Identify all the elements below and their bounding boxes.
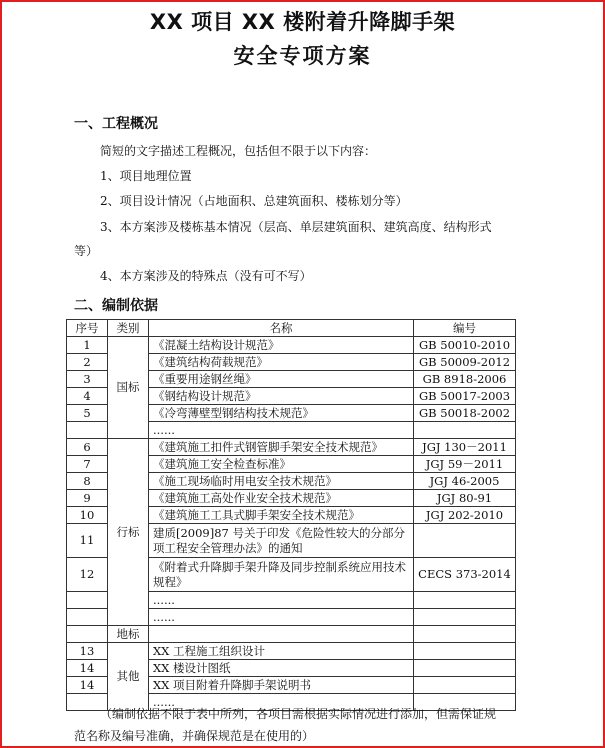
row-code: JGJ 80-91 xyxy=(414,490,516,507)
row-name xyxy=(149,626,414,643)
table-header-row xyxy=(67,320,516,337)
section2-heading: 二、编制依据 xyxy=(74,298,158,314)
row-no xyxy=(67,422,108,439)
row-code: JGJ 130－2011 xyxy=(414,439,516,456)
row-name: ...... xyxy=(149,694,414,711)
section1-item-3-cont: 等） xyxy=(74,244,99,258)
table-row xyxy=(67,626,516,643)
table-row xyxy=(67,337,516,354)
row-code xyxy=(414,592,516,609)
row-name: 建质[2009]87 号关于印发《危险性较大的分部分项工程安全管理办法》的通知 xyxy=(149,524,414,558)
section1-intro: 简短的文字描述工程概况，包括但不限于以下内容： xyxy=(100,144,377,158)
row-name: ...... xyxy=(149,609,414,626)
row-no: 3 xyxy=(67,371,108,388)
row-code xyxy=(414,626,516,643)
header-name: 名称 xyxy=(149,320,414,337)
row-code: JGJ 202-2010 xyxy=(414,507,516,524)
category-guobiao: 国标 xyxy=(108,337,149,439)
row-no: 5 xyxy=(67,405,108,422)
category-dibiao: 地标 xyxy=(108,626,149,643)
row-no xyxy=(67,626,108,643)
row-no: 2 xyxy=(67,354,108,371)
section1-item-2: 2、项目设计情况（占地面积、总建筑面积、楼栋划分等） xyxy=(100,194,408,208)
document-title-line2: 安全专项方案 xyxy=(233,44,372,68)
row-code: GB 50010-2010 xyxy=(414,337,516,354)
note-line1: （编制依据不限于表中所列，各项目需根据实际情况进行添加，但需保证规 xyxy=(100,707,497,721)
header-category: 类别 xyxy=(108,320,149,337)
row-name: XX 工程施工组织设计 xyxy=(149,643,414,660)
row-no: 6 xyxy=(67,439,108,456)
row-code: JGJ 59－2011 xyxy=(414,456,516,473)
row-code xyxy=(414,524,516,558)
category-hangbiao: 行标 xyxy=(108,439,149,626)
header-no: 序号 xyxy=(67,320,108,337)
row-code: JGJ 46-2005 xyxy=(414,473,516,490)
row-name: 《重要用途钢丝绳》 xyxy=(149,371,414,388)
category-qita: 其他 xyxy=(108,643,149,711)
row-name: 《建筑施工扣件式钢管脚手架安全技术规范》 xyxy=(149,439,414,456)
row-code: GB 50009-2012 xyxy=(414,354,516,371)
table-row xyxy=(67,439,516,456)
row-no: 9 xyxy=(67,490,108,507)
row-code xyxy=(414,677,516,694)
row-code xyxy=(414,643,516,660)
document-title-line1: XX 项目 XX 楼附着升降脚手架 xyxy=(149,10,456,34)
basis-table xyxy=(66,319,516,711)
row-no: 13 xyxy=(67,643,108,660)
row-name: XX 项目附着升降脚手架说明书 xyxy=(149,677,414,694)
row-no: 11 xyxy=(67,524,108,558)
row-no: 10 xyxy=(67,507,108,524)
row-name: 《建筑施工工具式脚手架安全技术规范》 xyxy=(149,507,414,524)
row-name: 《建筑结构荷载规范》 xyxy=(149,354,414,371)
row-code: CECS 373-2014 xyxy=(414,558,516,592)
section1-item-4: 4、本方案涉及的特殊点（没有可不写） xyxy=(100,269,312,283)
section1-heading: 一、工程概况 xyxy=(74,116,158,132)
row-no: 12 xyxy=(67,558,108,592)
row-code xyxy=(414,660,516,677)
note-line2: 范名称及编号准确，并确保规范是在使用的） xyxy=(74,729,315,743)
row-name: 《附着式升降脚手架升降及同步控制系统应用技术规程》 xyxy=(149,558,414,592)
header-code: 编号 xyxy=(414,320,516,337)
table-row xyxy=(67,643,516,660)
section1-item-3: 3、本方案涉及楼栋基本情况（层高、单层建筑面积、建筑高度、结构形式 xyxy=(100,220,492,234)
row-no xyxy=(67,609,108,626)
row-code: GB 8918-2006 xyxy=(414,371,516,388)
row-name: XX 楼设计图纸 xyxy=(149,660,414,677)
row-code xyxy=(414,422,516,439)
section1-item-1: 1、项目地理位置 xyxy=(100,169,192,183)
row-name: ...... xyxy=(149,592,414,609)
row-no: 7 xyxy=(67,456,108,473)
row-no: 14 xyxy=(67,677,108,694)
row-no xyxy=(67,592,108,609)
row-name: 《冷弯薄壁型钢结构技术规范》 xyxy=(149,405,414,422)
row-code xyxy=(414,609,516,626)
row-no: 14 xyxy=(67,660,108,677)
row-no: 4 xyxy=(67,388,108,405)
row-no: 1 xyxy=(67,337,108,354)
row-code: GB 50017-2003 xyxy=(414,388,516,405)
row-no: 8 xyxy=(67,473,108,490)
row-name: 《混凝土结构设计规范》 xyxy=(149,337,414,354)
row-name: 《建筑施工高处作业安全技术规范》 xyxy=(149,490,414,507)
row-name: 《建筑施工安全检查标准》 xyxy=(149,456,414,473)
row-name: ...... xyxy=(149,422,414,439)
row-name: 《钢结构设计规范》 xyxy=(149,388,414,405)
row-code: GB 50018-2002 xyxy=(414,405,516,422)
row-name: 《施工现场临时用电安全技术规范》 xyxy=(149,473,414,490)
